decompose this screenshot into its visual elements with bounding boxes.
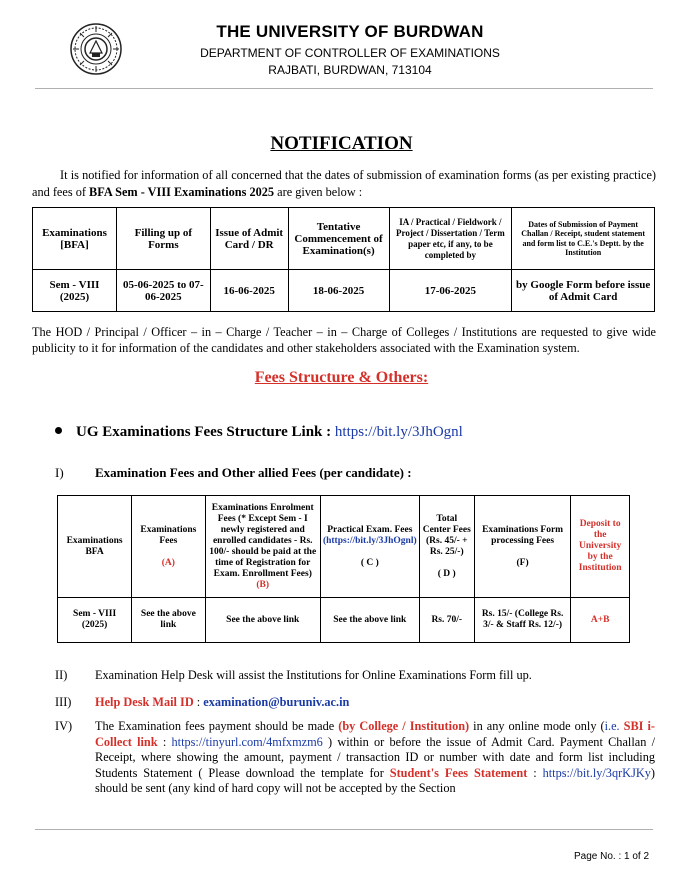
table-row — [33, 270, 655, 312]
table-cell: by Google Form before issue of Admit Card — [512, 270, 655, 312]
table-cell: See the above link — [320, 598, 419, 643]
help-desk-email-link[interactable]: examination@buruniv.ac.in — [203, 695, 350, 709]
table-header-cell: Examinations BFA — [58, 496, 132, 598]
table-cell: Rs. 70/- — [419, 598, 474, 643]
schedule-table — [32, 207, 655, 312]
table-cell: See the above link — [132, 598, 205, 643]
help-desk-text: Examination Help Desk will assist the Institutions for Online Examinations Form fill up. — [95, 668, 532, 682]
ug-fees-link-row — [55, 424, 463, 441]
table-cell: 05-06-2025 to 07-06-2025 — [116, 270, 210, 312]
table-header-row — [58, 496, 630, 598]
footer-divider — [35, 829, 653, 830]
sbi-icollect-label: SBI i-Collect link — [95, 719, 655, 749]
sbi-icollect-link[interactable]: https://tinyurl.com/4mfxmzm6 — [171, 734, 323, 749]
fees-table — [57, 495, 630, 643]
ug-fees-link[interactable]: https://bit.ly/3JhOgnl — [334, 424, 463, 440]
item-number: III) — [55, 695, 72, 709]
item-number: IV) — [55, 719, 73, 733]
intro-paragraph: It is notified for information of all concerned that the dates of submission of examination forms (as per existing practice) and fees of BFA Sem - VIII Examinations 2025 are given below : — [32, 168, 656, 199]
table-header-cell: Tentative Commencement of Examination(s) — [288, 208, 389, 270]
address: RAJBATI, BURDWAN, 713104 — [268, 63, 432, 77]
table-header-row — [33, 208, 655, 270]
table-header-cell: Examinations Enrolment Fees (* Except Sem - I newly registered and enrolled candidates - Rs. 100/- should be paid at the time of Registration for Exam. Enrollment Fees) (B) — [205, 496, 320, 598]
table-header-cell: Examinations Form processing Fees (F) — [474, 496, 570, 598]
department-name: DEPARTMENT OF CONTROLLER OF EXAMINATIONS — [200, 46, 500, 60]
table-header-cell: Filling up of Forms — [116, 208, 210, 270]
page-number: Page No. : 1 of 2 — [574, 851, 650, 862]
fees-structure-title: Fees Structure & Others: — [254, 369, 429, 386]
university-name: THE UNIVERSITY OF BURDWAN — [216, 22, 484, 41]
hod-paragraph: The HOD / Principal / Officer – in – Charge / Teacher – in – Charge of Colleges / Institutions are requested to give wide publicity to it for information of the candidates and other stakeholders associated with the Examination system. — [32, 325, 656, 355]
section-number: I) — [55, 465, 64, 480]
practical-fees-link[interactable]: (https://bit.ly/3JhOgnl) — [322, 535, 417, 546]
table-cell: Rs. 15/- (College Rs. 3/- & Staff Rs. 12/-) — [474, 598, 570, 643]
fees-statement-template-link[interactable]: https://bit.ly/3qrKJKy — [542, 765, 651, 780]
table-cell: 16-06-2025 — [210, 270, 288, 312]
table-header-cell: Issue of Admit Card / DR — [210, 208, 288, 270]
table-cell: 17-06-2025 — [389, 270, 512, 312]
table-header-cell: Total Center Fees (Rs. 45/- + Rs. 25/-) ( D ) — [419, 496, 474, 598]
table-header-cell: Practical Exam. Fees (https://bit.ly/3JhOgnl) ( C ) — [320, 496, 419, 598]
bullet-icon — [55, 427, 62, 434]
table-cell: See the above link — [205, 598, 320, 643]
header-divider — [35, 88, 653, 89]
item-number: II) — [55, 668, 68, 682]
table-cell: 18-06-2025 — [288, 270, 389, 312]
table-header-cell: Deposit to the University by the Institution — [571, 496, 630, 598]
table-row — [58, 598, 630, 643]
table-cell: Sem - VIII (2025) — [33, 270, 117, 312]
table-header-cell: Examinations Fees (A) — [132, 496, 205, 598]
help-desk-mail-row: Help Desk Mail ID : examination@buruniv.ac.in — [95, 695, 350, 709]
table-cell: Sem - VIII (2025) — [58, 598, 132, 643]
university-seal-icon — [70, 23, 122, 75]
section-title: Examination Fees and Other allied Fees (per candidate) : — [95, 465, 412, 480]
table-header-cell: Dates of Submission of Payment Challan / Receipt, student statement and form list to C.E.'s Deptt. by the Institution — [512, 208, 655, 270]
notification-title: NOTIFICATION — [270, 133, 413, 154]
table-header-cell: IA / Practical / Fieldwork / Project / Dissertation / Term paper etc, if any, to be completed by — [389, 208, 512, 270]
ug-fees-label: UG Examinations Fees Structure Link : — [76, 424, 335, 440]
payment-instructions: The Examination fees payment should be made (by College / Institution) in any online mode only (i.e. SBI i-Collect link : https://tinyurl.com/4mfxmzm6 ) within or before the issue of Admit Card. Payment Challan / Receipt, where showing the amount, payment / transaction ID or number with date and form list including Students Statement ( Please download the template for Student's Fees Statement : https://bit.ly/3qrKJKy) should be sent (any kind of hard copy will not be accepted by the Section — [95, 719, 655, 795]
exam-name: BFA Sem - VIII Examinations 2025 — [89, 185, 275, 199]
help-desk-mail-label: Help Desk Mail ID — [95, 695, 194, 709]
table-header-cell: Examinations [BFA] — [33, 208, 117, 270]
table-cell: A+B — [571, 598, 630, 643]
